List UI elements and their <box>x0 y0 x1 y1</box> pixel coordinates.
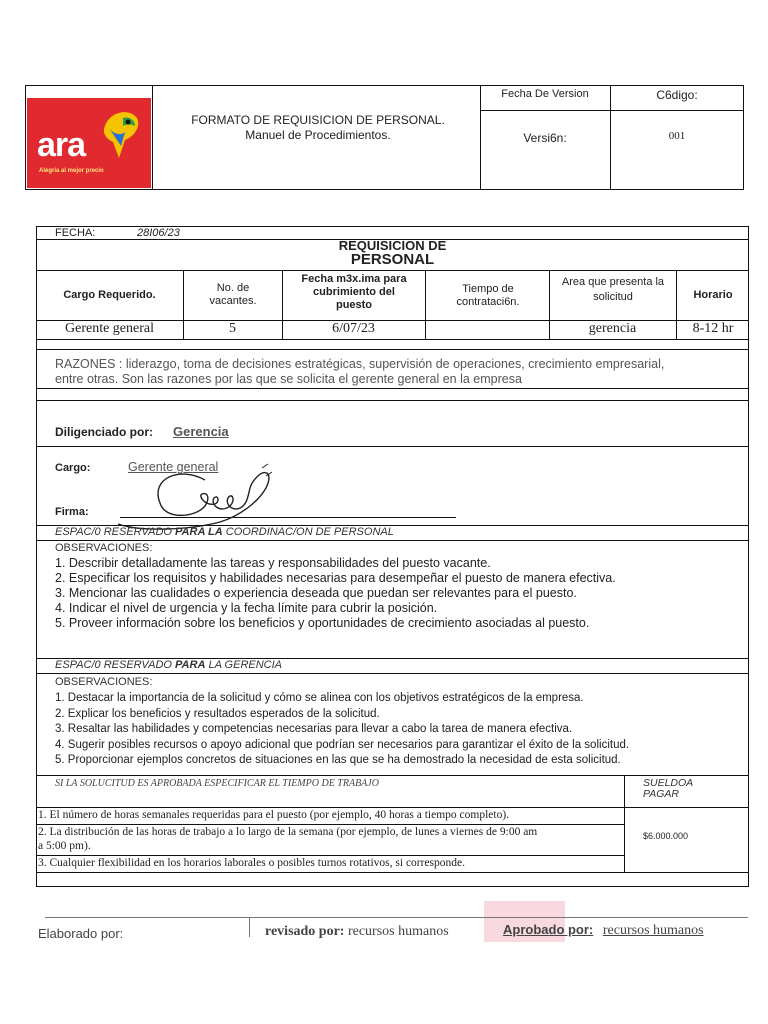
razones-line-1: RAZONES : liderazgo, toma de decisiones estratégicas, supervisión de operaciones, crecimiento empresarial, <box>55 357 665 371</box>
col-header-cargo: Cargo Requerido. <box>63 289 156 301</box>
revisado-field <box>265 924 449 940</box>
list-item: 4. Sugerir posibles recursos o apoyo adicional que podrían ser necesarios para garantizar el éxito de la solicitud. <box>55 738 630 751</box>
fecha-version-label: Fecha De Version <box>501 88 589 100</box>
fecha-value: 28I06/23 <box>137 227 180 239</box>
header-divider <box>152 85 153 190</box>
gerencia-obs-label: OBSERVACIONES: <box>55 676 153 688</box>
aprobado-field <box>503 922 704 939</box>
revisado-value: recursos humanos <box>347 924 449 939</box>
footer-divider <box>249 917 250 937</box>
row-divider <box>36 388 749 389</box>
logo-tagline: Alegría al mejor precio <box>39 168 104 174</box>
form-title: FORMATO DE REQUISICION DE PERSONAL. <box>191 113 445 127</box>
parrot-icon <box>95 106 145 166</box>
sueldo-value: $6.000.000 <box>643 831 689 841</box>
row-divider <box>36 339 749 340</box>
tiempo-item-2: 2. La distribución de las horas de trabajo a lo largo de la semana (por ejemplo, de lunes a viernes de 9:00 am <box>38 826 538 838</box>
list-item: 5. Proveer información sobre los beneficios y oportunidades de crecimiento asociadas al puesto. <box>55 616 590 630</box>
firma-label: Firma: <box>55 506 89 518</box>
sueldo-label: SUELDOA <box>643 777 694 789</box>
tiempo-item-1: 1. El número de horas semanales requeridas para el puesto (por ejemplo, 40 horas a tiempo completo). <box>38 809 510 821</box>
codigo-label: C6digo: <box>656 88 698 102</box>
col-header-horario: Horario <box>693 289 733 301</box>
list-item: 5. Proporcionar ejemplos concretos de situaciones en las que se ha demostrado la necesidad de esta solicitud. <box>55 754 621 766</box>
row-divider <box>36 872 749 873</box>
list-item: 1. Describir detalladamente las tareas y responsabilidades del puesto vacante. <box>55 556 491 570</box>
version-value: 001 <box>668 130 686 142</box>
cargo-label: Cargo: <box>55 462 91 474</box>
coordinacion-obs-label: OBSERVACIONES: <box>55 542 153 554</box>
coordinacion-list <box>55 556 616 631</box>
header-divider <box>480 110 744 111</box>
logo-text: ara <box>37 126 86 164</box>
gerencia-header-text: ESPAC/0 RESERVADO <box>55 659 176 671</box>
row-divider <box>36 400 749 401</box>
col-header-area: Area que presenta la solicitud <box>561 276 665 303</box>
row-divider <box>36 807 749 808</box>
razones-line-2: entre otras. Son las razones por las que se solicita el gerente general en la empresa <box>55 372 522 386</box>
coordinacion-header <box>55 526 394 538</box>
row-divider <box>36 775 749 776</box>
gerencia-header-bold: PARA <box>175 659 206 671</box>
company-logo <box>27 98 151 188</box>
col-header-fecha-max: Fecha m3x.ima para cubrimiento del puesto <box>301 273 407 311</box>
cell-cargo: Gerente general <box>65 321 154 336</box>
list-item: 1. Destacar la importancia de la solicitud y cómo se alinea con los objetivos estratégicos de la empresa. <box>55 692 584 704</box>
cell-fecha-max: 6/07/23 <box>332 321 375 336</box>
list-item: 3. Resaltar las habilidades y competencias necesarias para llevar a cabo la tarea de manera efectiva. <box>55 723 573 735</box>
row-divider <box>36 855 624 856</box>
tiempo-item-2b: a 5:00 pm). <box>38 840 91 852</box>
col-header-vacantes: No. de vacantes. <box>209 282 257 307</box>
row-divider <box>36 446 749 447</box>
row-divider <box>36 673 749 674</box>
col-header-tiempo: Tiempo de contrataci6n. <box>456 283 520 308</box>
gerencia-list <box>55 691 629 769</box>
coordinacion-header-text: COORDINAC/ON DE PERSONAL <box>222 526 394 538</box>
row-divider <box>36 824 624 825</box>
row-divider <box>36 270 749 271</box>
diligenciado-label: Diligenciado por: <box>55 425 154 439</box>
coordinacion-header-text: ESPAC/0 RESERVADO <box>55 526 176 538</box>
cargo-value: Gerente general <box>128 460 219 474</box>
fecha-label: FECHA: <box>55 227 96 239</box>
aprobado-value: recursos humanos <box>602 923 704 938</box>
coordinacion-header-bold: PARA LA <box>175 526 223 538</box>
tiempo-header: SI LA SOLUCITUD ES APROBADA ESPECIFICAR EL TIEMPO DE TRABAJO <box>55 778 379 789</box>
elaborado-label: Elaborado por: <box>38 926 124 941</box>
aprobado-label: Aprobado por: <box>503 922 594 937</box>
header-divider <box>480 85 481 190</box>
tiempo-item-3: 3. Cualquier flexibilidad en los horarios laborales o posibles turnos rotativos, si corresponde. <box>38 857 466 869</box>
form-subtitle: Manuel de Procedimientos. <box>245 128 391 142</box>
cell-area: gerencia <box>588 321 637 336</box>
col-divider <box>624 775 625 872</box>
requisicion-title: REQUISICION DE <box>338 238 447 253</box>
list-item: 2. Especificar los requisitos y habilidades necesarias para desempeñar el puesto de manera efectiva. <box>55 571 616 585</box>
sueldo-label-2: PAGAR <box>643 788 679 800</box>
footer-line <box>45 917 748 918</box>
gerencia-header-text: LA GERENCIA <box>205 659 283 671</box>
col-divider <box>425 270 426 339</box>
list-item: 4. Indicar el nivel de urgencia y la fecha límite para cubrir la posición. <box>55 601 438 615</box>
revisado-label: revisado por: <box>265 924 345 939</box>
row-divider <box>36 349 749 350</box>
requisicion-title-2: PERSONAL <box>350 251 435 268</box>
row-divider <box>36 540 749 541</box>
cell-horario: 8-12 hr <box>692 321 734 336</box>
cell-vacantes: 5 <box>229 321 236 336</box>
gerencia-header <box>55 659 282 671</box>
version-label: Versi6n: <box>523 131 567 145</box>
list-item: 2. Explicar los beneficios y resultados esperados de la solicitud. <box>55 707 380 720</box>
diligenciado-value: Gerencia <box>173 424 229 439</box>
header-divider <box>610 85 611 190</box>
list-item: 3. Mencionar las cualidades o experiencia deseada que puedan ser relevantes para el puesto. <box>55 586 577 600</box>
